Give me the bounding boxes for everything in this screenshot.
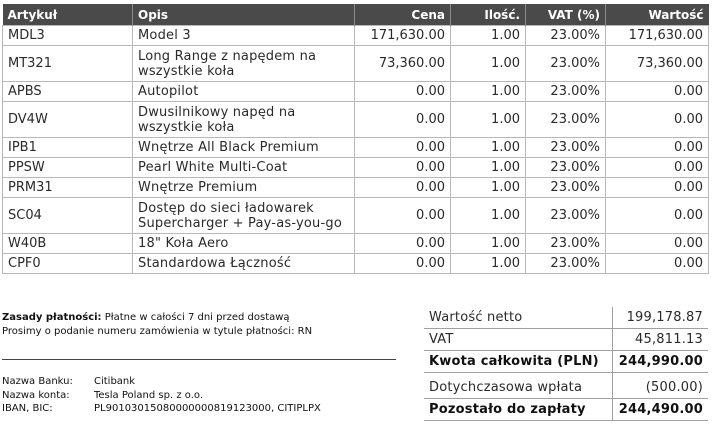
table-row [3,82,709,102]
totals-summary [424,307,708,421]
summary-row-due [424,399,708,421]
summary-row-total [424,351,708,373]
payment-terms [2,311,396,339]
item-price: 0.00 [355,254,451,274]
table-row [3,102,709,138]
account-name-row [2,389,402,403]
payment-reference-note: Prosimy o podanie numeru zamówienia w tytule płatności: RN [2,326,313,337]
item-qty: 1.00 [451,158,526,178]
table-row [3,178,709,198]
item-value: 0.00 [606,138,709,158]
item-price: 171,630.00 [355,26,451,46]
item-value: 0.00 [606,234,709,254]
item-description: Long Range z napędem na wszystkie koła [133,46,355,82]
header-code: Artykuł [3,4,133,26]
table-row [3,138,709,158]
item-code: W40B [3,234,133,254]
item-code: CPF0 [3,254,133,274]
net-label: Wartość netto [424,307,612,329]
item-vat: 23.00% [526,158,606,178]
item-qty: 1.00 [451,26,526,46]
account-name-value: Tesla Poland sp. z o.o. [94,389,204,401]
item-code: SC04 [3,198,133,234]
bank-details [2,375,402,416]
item-description: Autopilot [133,82,355,102]
item-value: 171,630.00 [606,26,709,46]
item-code: DV4W [3,102,133,138]
total-label: Kwota całkowita (PLN) [424,351,612,373]
summary-row-vat [424,329,708,351]
iban-label: IBAN, BIC: [2,403,53,414]
header-value: Wartość [606,4,709,26]
vat-label: VAT [424,329,612,351]
table-row [3,198,709,234]
summary-row-paid [424,373,708,399]
bank-name-label: Nazwa Banku: [2,376,73,387]
item-description: 18" Koła Aero [133,234,355,254]
item-description: Dostęp do sieci ładowarek Supercharger + Pay-as-you-go [133,198,355,234]
item-code: MDL3 [3,26,133,46]
item-qty: 1.00 [451,102,526,138]
item-qty: 1.00 [451,138,526,158]
item-qty: 1.00 [451,234,526,254]
item-value: 0.00 [606,198,709,234]
item-vat: 23.00% [526,82,606,102]
item-description: Dwusilnikowy napęd na wszystkie koła [133,102,355,138]
item-price: 0.00 [355,138,451,158]
item-vat: 23.00% [526,26,606,46]
divider [2,359,396,360]
item-description: Model 3 [133,26,355,46]
item-qty: 1.00 [451,46,526,82]
item-value: 0.00 [606,102,709,138]
item-code: APBS [3,82,133,102]
header-vat: VAT (%) [526,4,606,26]
item-value: 0.00 [606,254,709,274]
table-row [3,158,709,178]
item-description: Pearl White Multi-Coat [133,158,355,178]
item-value: 0.00 [606,158,709,178]
item-vat: 23.00% [526,178,606,198]
item-price: 0.00 [355,102,451,138]
item-price: 0.00 [355,158,451,178]
payment-terms-line [2,311,396,325]
order-items-table [2,4,709,274]
bank-name-value: Citibank [94,376,136,387]
header-qty: Ilość. [451,4,526,26]
item-vat: 23.00% [526,234,606,254]
item-price: 0.00 [355,82,451,102]
vat-value: 45,811.13 [612,329,708,351]
item-code: PPSW [3,158,133,178]
item-price: 0.00 [355,198,451,234]
item-vat: 23.00% [526,254,606,274]
paid-label: Dotychczasowa wpłata [424,373,612,399]
table-row [3,46,709,82]
item-vat: 23.00% [526,102,606,138]
item-description: Wnętrze Premium [133,178,355,198]
item-qty: 1.00 [451,82,526,102]
item-value: 73,360.00 [606,46,709,82]
item-price: 73,360.00 [355,46,451,82]
item-vat: 23.00% [526,138,606,158]
payment-terms-label: Zasady płatności: [2,312,102,323]
item-qty: 1.00 [451,198,526,234]
item-value: 0.00 [606,178,709,198]
table-row [3,234,709,254]
item-qty: 1.00 [451,254,526,274]
item-description: Standardowa Łączność [133,254,355,274]
header-price: Cena [355,4,451,26]
table-row [3,26,709,46]
due-value: 244,490.00 [612,399,708,421]
item-code: PRM31 [3,178,133,198]
item-code: MT321 [3,46,133,82]
bank-name-row [2,375,402,389]
item-value: 0.00 [606,82,709,102]
table-row [3,254,709,274]
header-description: Opis [133,4,355,26]
item-description: Wnętrze All Black Premium [133,138,355,158]
item-price: 0.00 [355,234,451,254]
item-vat: 23.00% [526,46,606,82]
payment-terms-text: Płatne w całości 7 dni przed dostawą [104,312,290,323]
net-value: 199,178.87 [612,307,708,329]
item-price: 0.00 [355,178,451,198]
summary-row-net [424,307,708,329]
paid-value: (500.00) [612,373,708,399]
due-label: Pozostało do zapłaty [424,399,612,421]
total-value: 244,990.00 [612,351,708,373]
item-qty: 1.00 [451,178,526,198]
item-code: IPB1 [3,138,133,158]
account-name-label: Nazwa konta: [2,389,70,401]
item-vat: 23.00% [526,198,606,234]
table-header-row [3,4,709,26]
iban-value: PL90103015080000000819123000, CITIPLPX [94,403,321,414]
iban-row [2,402,402,416]
